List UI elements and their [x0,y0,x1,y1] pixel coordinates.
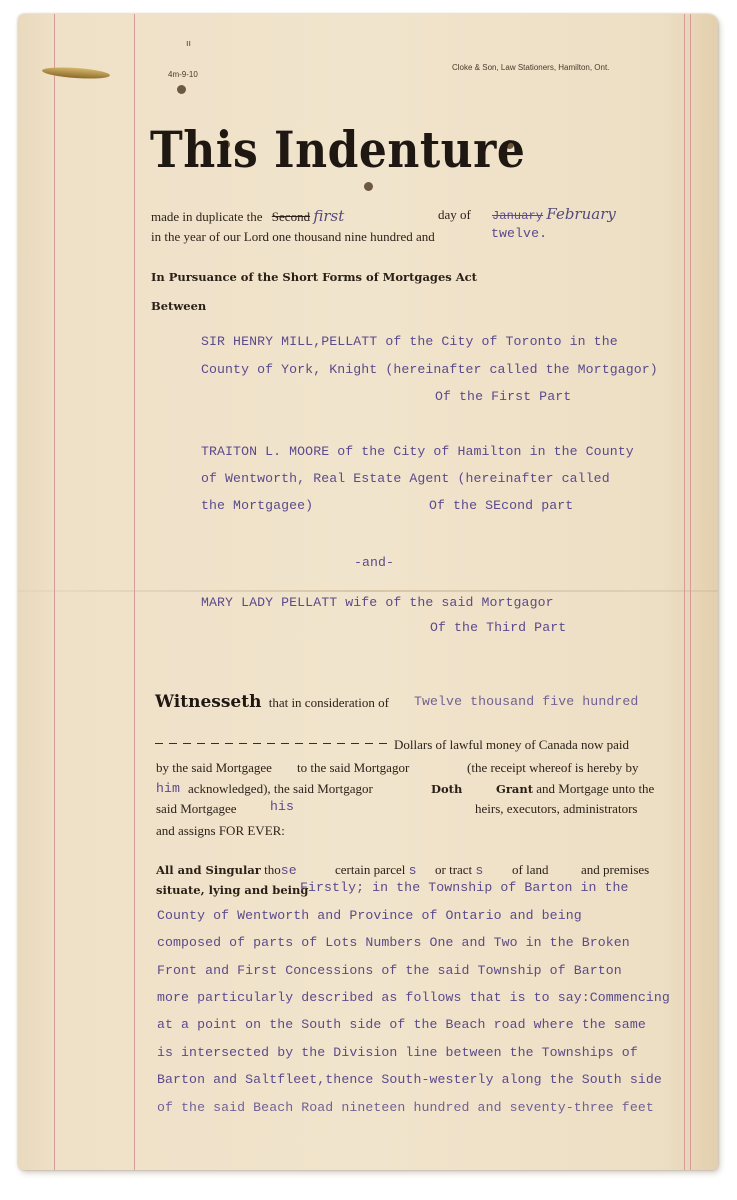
party2-line1: TRAITON L. MOORE of the City of Hamilton in the County [201,444,634,459]
all-singular-line [156,862,297,878]
fold-crease [18,590,718,592]
dateline-month [492,205,616,223]
mortgage-unto: and Mortgage unto the [536,781,655,796]
margin-rule-right-outer [690,14,691,1170]
him-typed: him [156,781,181,796]
made-in-duplicate: made in duplicate the [151,209,263,224]
description-line: at a point on the South side of the Beach road where the same [157,1017,646,1032]
doth-word: Doth [431,782,463,796]
fill-dashes [155,736,391,748]
year-text: in the year of our Lord one thousand nine hundred and [151,229,435,244]
certain-parcel [335,862,417,878]
heirs-text: heirs, executors, administrators [475,801,638,816]
those-typed: se [280,863,297,878]
struck-month: January [492,209,544,223]
and-premises: and premises [581,862,650,877]
struck-day: Second [271,209,311,224]
assigns-text: and assigns FOR EVER: [156,823,285,838]
party3-part: Of the Third Part [430,620,567,635]
those-printed: tho [264,862,281,877]
or-tract-text: or tract [435,862,473,877]
act-heading: In Pursuance of the Short Forms of Mortgages Act [151,270,477,284]
dateline-made [151,207,344,225]
of-land: of land [512,862,549,877]
certain-parcel-text: certain parcel [335,862,406,877]
form-number: 4m-9-10 [168,70,198,79]
margin-rule-left-inner [134,14,135,1170]
situate-text: situate, lying and being [156,883,309,897]
description-line: Front and First Concessions of the said Township of Barton [157,963,622,978]
all-singular-lead: All and Singular [156,863,261,877]
description-line: is intersected by the Division line between the Townships of [157,1045,638,1060]
description-line: composed of parts of Lots Numbers One and Two in the Broken [157,935,630,950]
acknowledged-text: acknowledged), the said Mortgagor [188,781,373,796]
said-mortgagee: said Mortgagee [156,801,237,816]
party2-part: Of the SEcond part [429,498,574,513]
page-mark: ıı [186,38,192,48]
party2-line3: the Mortgagee) [201,498,314,513]
between-heading: Between [151,299,207,313]
day-of: day of [438,207,471,222]
margin-rule-right [684,14,685,1170]
party2-line2: of Wentworth, Real Estate Agent (hereinafter called [201,471,610,486]
or-tract [435,862,483,878]
stationer-imprint: Cloke & Son, Law Stationers, Hamilton, Ont. [452,63,610,72]
consideration-amount: Twelve thousand five hundred [414,694,639,709]
margin-rule-left [54,14,55,1170]
description-line: Barton and Saltfleet,thence South-westerly along the South side [157,1072,662,1087]
handwritten-month: February [546,205,616,223]
mortgagee-line-b: to the said Mortgagor [297,760,410,775]
year-typed: twelve. [491,226,548,241]
mortgagee-line-a: by the said Mortgagee [156,760,272,775]
description-line: more particularly described as follows that is to say:Commencing [157,990,670,1005]
and-separator: -and- [354,555,395,570]
punch-hole [177,85,186,94]
dollars-line: Dollars of lawful money of Canada now paid [394,737,630,752]
party1-line2: County of York, Knight (hereinafter called the Mortgagor) [201,362,658,377]
description-line: County of Wentworth and Province of Ontario and being [157,908,582,923]
grant-word: Grant [496,782,534,796]
party1-line1: SIR HENRY MILL,PELLATT of the City of Toronto in the [201,334,618,349]
firstly-line: Firstly; in the Township of Barton in the [300,880,629,895]
mortgagee-line-c: (the receipt whereof is hereby by [467,760,639,775]
description-line: of the said Beach Road nineteen hundred and seventy-three feet [157,1100,654,1115]
tract-plural: s [475,863,484,878]
party3-line1: MARY LADY PELLATT wife of the said Mortgagor [201,595,554,610]
parcel-plural: s [408,863,417,878]
witnesseth-word: Witnesseth [155,692,262,712]
party1-part: Of the First Part [435,389,572,404]
witnesseth-text: that in consideration of [268,695,389,710]
handwritten-day: first [313,207,345,225]
his-typed: his [270,799,295,814]
punch-hole [364,182,373,191]
grant-text [496,781,654,797]
witnesseth-line [155,692,389,712]
document-title: This Indenture [150,122,526,180]
